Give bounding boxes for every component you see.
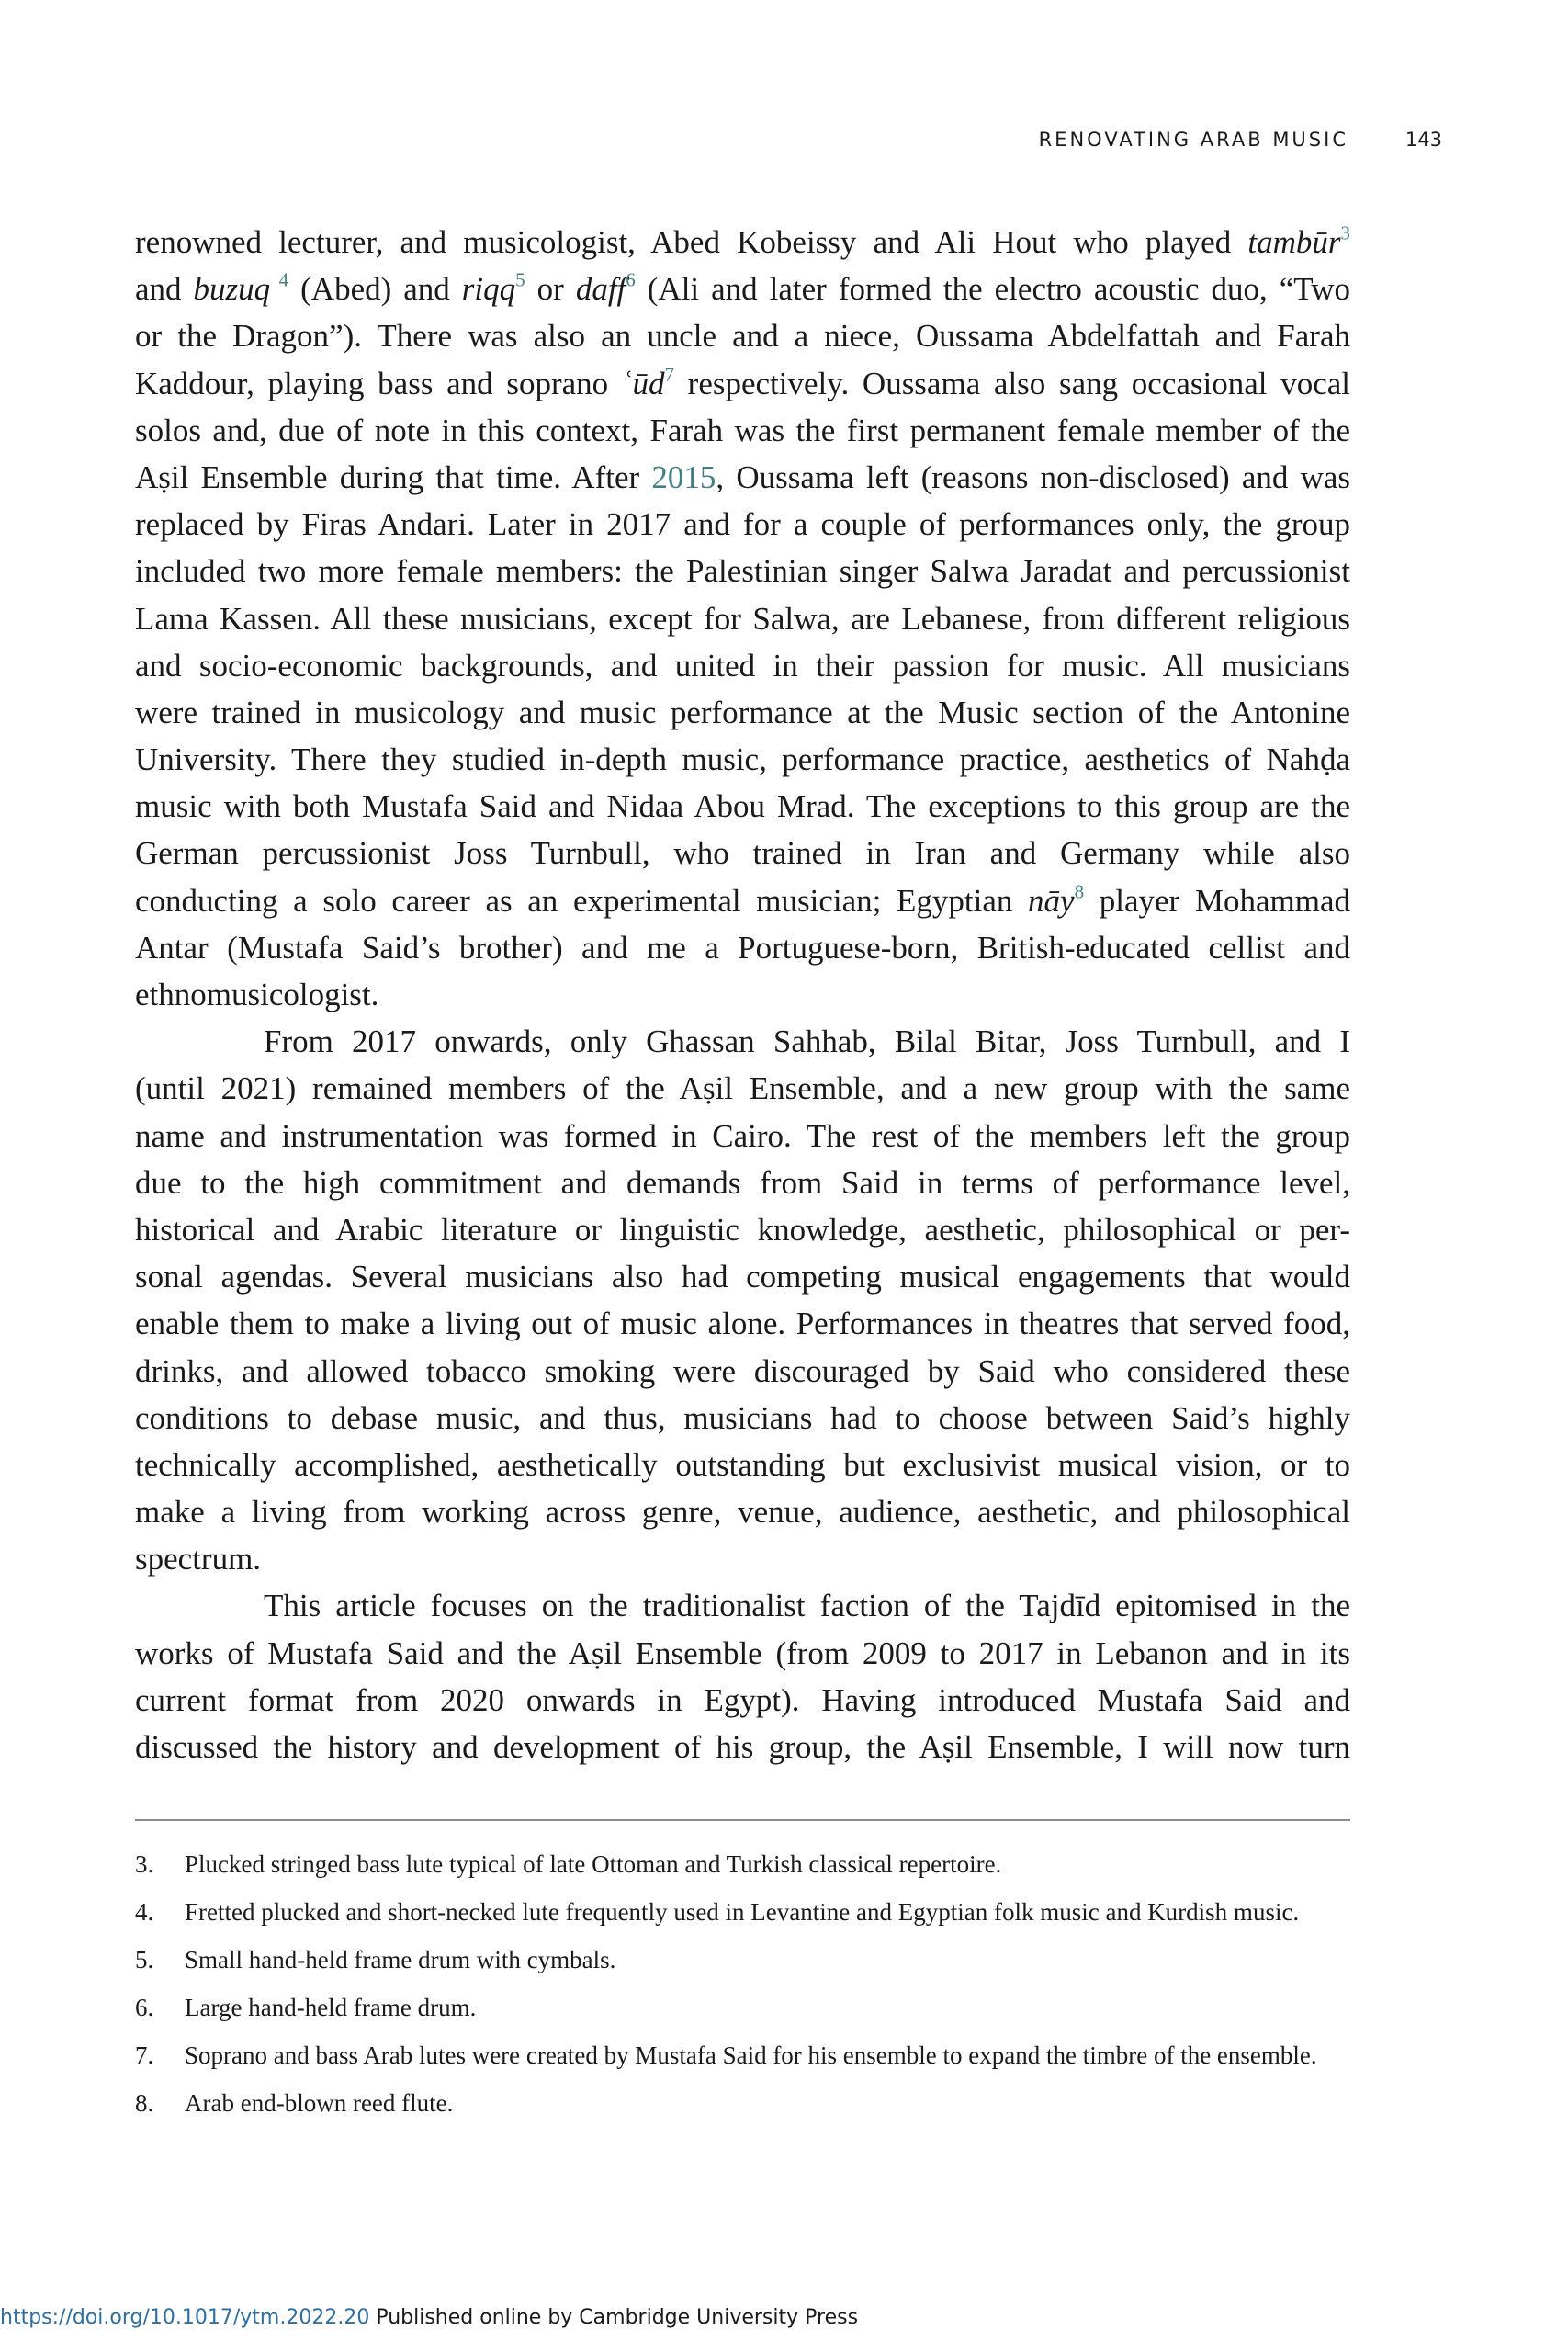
body-line [135,1065,1350,1112]
text-run: and [135,271,194,308]
body-line [135,1300,1350,1347]
text-run: ethnomusicologist. [135,977,379,1012]
text-run: works of Mustafa Said and the Aṣil Ensemble (from 2009 to 2017 in Lebanon and in its [135,1634,1350,1671]
body-line [135,454,1350,501]
citation-link[interactable]: 2015 [651,458,716,495]
footnote-text: Fretted plucked and short-necked lute frequently used in Levantine and Egyptian folk music and Kurdish music. [185,1898,1300,1926]
body-line [135,783,1350,830]
footnote-number: 4. [135,1898,154,1926]
footnote [135,2038,1350,2074]
text-run: name and instrumentation was formed in Cairo. The rest of the members left the group [135,1117,1350,1154]
italic-term: nāy [1028,882,1075,919]
text-run: and socio-economic backgrounds, and united in their passion for music. All musicians [135,647,1350,684]
text-run: Lama Kassen. All these musicians, except for Salwa, are Lebanese, from different religious [135,600,1350,637]
text-run: respectively. Oussama also sang occasional vocal [673,365,1350,401]
text-run: replaced by Firas Andari. Later in 2017 and for a couple of performances only, the group [135,506,1350,543]
text-run: technically accomplished, aesthetically outstanding but exclusivist musical vision, or to [135,1446,1350,1483]
body-line [135,1159,1350,1206]
body-line [135,1206,1350,1253]
body-line [135,1442,1350,1488]
publisher-text: Published online by Cambridge University Press [369,2306,859,2329]
body-line [135,1677,1350,1724]
text-run: drinks, and allowed tobacco smoking were discouraged by Said who considered these [135,1352,1350,1389]
body-line [135,830,1350,876]
body-line [135,689,1350,736]
footnote-ref[interactable]: 5 [515,268,525,291]
text-run: Aṣil Ensemble during that time. After [135,458,652,495]
footnotes [135,1847,1350,2133]
text-run: discussed the history and development of his group, the Aṣil Ensemble, I will now turn [135,1729,1350,1765]
footnote-text: Arab end-blown reed flute. [185,2089,454,2117]
text-run: From 2017 onwards, only Ghassan Sahhab, Bilal Bitar, Joss Turnbull, and I [264,1023,1350,1060]
body-line [135,360,1350,407]
page-footer [0,2306,858,2329]
italic-term: tambūr [1247,224,1341,260]
body-line [135,501,1350,548]
text-run: This article focuses on the traditionalist faction of the Tajdīd epitomised in the [264,1588,1350,1624]
footnote-divider [135,1819,1350,1821]
text-run: current format from 2020 onwards in Egypt). Having introduced Mustafa Said and [135,1681,1350,1718]
text-run: renowned lecturer, and musicologist, Abed Kobeissy and Ali Hout who played [135,224,1248,260]
body-line [135,736,1350,783]
body-line [135,971,1350,1018]
footnote-ref[interactable]: 4 [270,268,289,291]
doi-link[interactable]: https://doi.org/10.1017/ytm.2022.20 [0,2306,370,2329]
body-line [135,1018,1350,1065]
text-run: were trained in musicology and music performance at the Music section of the Antonine [135,694,1350,730]
footnote-text: Plucked stringed bass lute typical of late Ottoman and Turkish classical repertoire. [185,1850,1002,1878]
text-run: conditions to debase music, and thus, musicians had to choose between Said’s highly [135,1399,1350,1436]
text-run: enable them to make a living out of music alone. Performances in theatres that served food, [135,1306,1350,1342]
footnote [135,2086,1350,2121]
body-line [135,266,1350,312]
footnote-ref[interactable]: 3 [1340,221,1350,244]
body-line [135,642,1350,689]
body-text [135,219,1350,1770]
italic-term: daff [575,271,626,308]
body-line [135,312,1350,359]
text-run: or the Dragon”). There was also an uncle and a niece, Oussama Abdelfattah and Farah [135,318,1350,355]
body-line [135,1488,1350,1535]
body-line [135,595,1350,642]
italic-term: ʿūd [621,365,665,401]
body-line [135,1582,1350,1629]
footnote [135,1942,1350,1978]
body-line [135,877,1350,924]
running-head [919,125,1442,162]
footnote [135,1894,1350,1930]
text-run: German percussionist Joss Turnbull, who trained in Iran and Germany while also [135,835,1350,872]
text-run: due to the high commitment and demands from Said in terms of performance level, [135,1164,1350,1201]
italic-term: buzuq [193,271,271,308]
italic-term: riqq [461,271,516,308]
footnote-ref[interactable]: 8 [1074,879,1085,902]
body-line [135,924,1350,971]
text-run: make a living from working across genre, venue, audience, aesthetic, and philosophical [135,1494,1350,1531]
text-run: Antar (Mustafa Said’s brother) and me a Portuguese-born, British-educated cellist and [135,929,1350,966]
text-run: University. There they studied in-depth music, performance practice, aesthetics of Nahḍa [135,741,1350,778]
text-run: spectrum. [135,1541,262,1577]
body-line [135,1348,1350,1395]
text-run: (Ali and later formed the electro acoustic duo, “Two [635,271,1351,308]
footnote [135,1847,1350,1883]
footnote-ref[interactable]: 7 [664,362,674,385]
body-line [135,1535,1350,1582]
footnote-text: Small hand-held frame drum with cymbals. [185,1946,616,1973]
body-line [135,1113,1350,1159]
body-line [135,548,1350,594]
body-line [135,1630,1350,1677]
text-run: historical and Arabic literature or linguistic knowledge, aesthetic, philosophical or per- [135,1211,1350,1248]
body-line [135,1253,1350,1300]
footnote-number: 6. [135,1994,154,2021]
text-run: sonal agendas. Several musicians also had competing musical engagements that would [135,1259,1350,1295]
footnote-text: Soprano and bass Arab lutes were created by Mustafa Said for his ensemble to expand the timbre of the ensemble. [185,2041,1317,2069]
text-run: (until 2021) remained members of the Aṣil Ensemble, and a new group with the same [135,1070,1350,1107]
body-line [135,1395,1350,1442]
footnote [135,1990,1350,2026]
text-run: Kaddour, playing bass and soprano [135,365,622,401]
text-run: (Abed) and [288,271,462,308]
text-run: included two more female members: the Palestinian singer Salwa Jaradat and percussionist [135,553,1350,590]
body-line [135,407,1350,454]
footnote-text: Large hand-held frame drum. [185,1994,477,2021]
text-run: solos and, due of note in this context, Farah was the first permanent female member of the [135,412,1350,448]
body-line [135,1724,1350,1770]
text-run: player Mohammad [1084,882,1350,919]
text-run: conducting a solo career as an experimental musician; Egyptian [135,882,1029,919]
footnote-number: 5. [135,1946,154,1973]
text-run: , Oussama left (reasons non-disclosed) and was [716,458,1350,495]
text-run: or [525,271,576,308]
footnote-number: 3. [135,1850,154,1878]
running-head-title: RENOVATING ARAB MUSIC [1038,129,1348,151]
footnote-number: 7. [135,2041,154,2069]
footnote-ref[interactable]: 6 [626,268,636,291]
page-number: 143 [1404,129,1442,151]
text-run: music with both Mustafa Said and Nidaa Abou Mrad. The exceptions to this group are the [135,788,1350,825]
footnote-number: 8. [135,2089,154,2117]
body-line [135,219,1350,266]
